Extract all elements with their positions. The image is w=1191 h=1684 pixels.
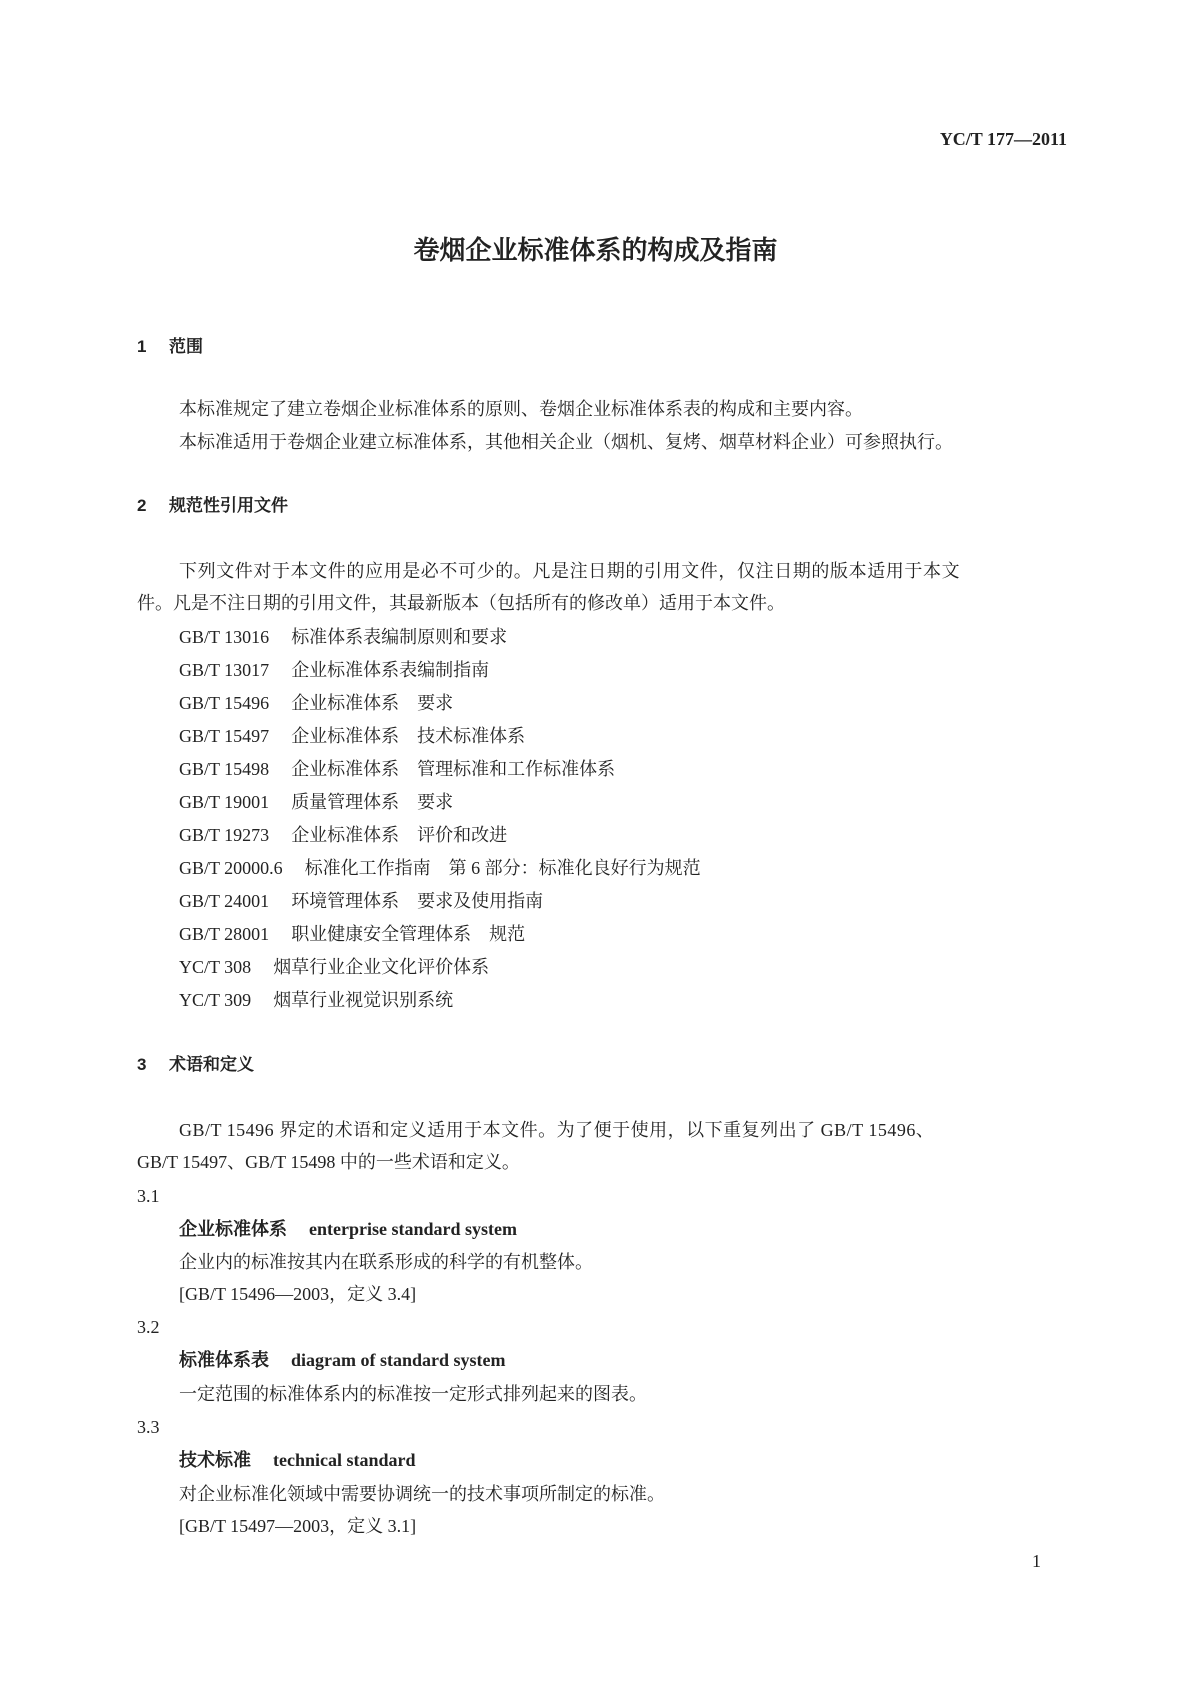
reference-item <box>179 923 525 945</box>
term-english: technical standard <box>273 1450 416 1470</box>
reference-code: GB/T 15498 <box>179 759 270 779</box>
term-number: 3.3 <box>137 1417 160 1437</box>
section-1-heading <box>137 336 203 358</box>
page-number: 1 <box>1032 1551 1041 1571</box>
paragraph-line: 本标准适用于卷烟企业建立标准体系，其他相关企业（烟机、复烤、烟草材料企业）可参照执行。 <box>179 432 953 452</box>
reference-title: 烟草行业企业文化评价体系 <box>273 957 490 977</box>
reference-title: 质量管理体系 要求 <box>291 792 454 812</box>
term-chinese: 企业标准体系 <box>179 1219 287 1239</box>
paragraph-line: GB/T 15497、GB/T 15498 中的一些术语和定义。 <box>137 1152 520 1172</box>
document-number: YC/T 177—2011 <box>939 129 1067 149</box>
reference-code: YC/T 308 <box>179 957 252 977</box>
term-number: 3.2 <box>137 1317 160 1337</box>
reference-title: 烟草行业视觉识别系统 <box>273 990 454 1010</box>
reference-item <box>179 857 701 879</box>
term-english: enterprise standard system <box>309 1219 517 1239</box>
term-definition: 对企业标准化领域中需要协调统一的技术事项所制定的标准。 <box>179 1484 665 1504</box>
reference-code: YC/T 309 <box>179 990 252 1010</box>
reference-title: 企业标准体系表编制指南 <box>291 660 490 680</box>
term-chinese: 技术标准 <box>179 1450 251 1470</box>
paragraph-line: GB/T 15496 界定的术语和定义适用于本文件。为了便于使用，以下重复列出了 GB/T 15496、 <box>179 1120 935 1140</box>
reference-item <box>179 758 615 780</box>
paragraph-line: 下列文件对于本文件的应用是必不可少的。凡是注日期的引用文件，仅注日期的版本适用于本文 <box>179 561 961 581</box>
term-heading <box>179 1218 517 1240</box>
section-title: 范围 <box>169 337 203 356</box>
reference-code: GB/T 19273 <box>179 825 270 845</box>
term-source: [GB/T 15497—2003，定义 3.1] <box>179 1516 417 1536</box>
reference-item <box>179 692 453 714</box>
term-heading <box>179 1449 416 1471</box>
reference-item <box>179 956 489 978</box>
reference-title: 标准化工作指南 第 6 部分：标准化良好行为规范 <box>304 858 701 878</box>
term-number: 3.1 <box>137 1186 160 1206</box>
reference-title: 标准体系表编制原则和要求 <box>291 627 508 647</box>
section-title: 术语和定义 <box>169 1055 254 1074</box>
reference-code: GB/T 15497 <box>179 726 270 746</box>
section-number: 1 <box>137 337 147 356</box>
reference-code: GB/T 24001 <box>179 891 270 911</box>
reference-code: GB/T 19001 <box>179 792 270 812</box>
section-3-heading <box>137 1054 254 1076</box>
reference-title: 企业标准体系 评价和改进 <box>291 825 508 845</box>
reference-code: GB/T 13017 <box>179 660 270 680</box>
reference-item <box>179 791 453 813</box>
reference-title: 环境管理体系 要求及使用指南 <box>291 891 544 911</box>
reference-title: 企业标准体系 技术标准体系 <box>291 726 526 746</box>
reference-code: GB/T 13016 <box>179 627 270 647</box>
reference-item <box>179 626 507 648</box>
page-title: 卷烟企业标准体系的构成及指南 <box>413 235 778 265</box>
term-english: diagram of standard system <box>291 1350 506 1370</box>
reference-item <box>179 824 507 846</box>
paragraph-line: 本标准规定了建立卷烟企业标准体系的原则、卷烟企业标准体系表的构成和主要内容。 <box>179 399 863 419</box>
reference-item <box>179 659 489 681</box>
reference-title: 职业健康安全管理体系 规范 <box>291 924 526 944</box>
term-definition: 企业内的标准按其内在联系形成的科学的有机整体。 <box>179 1252 593 1272</box>
term-chinese: 标准体系表 <box>179 1350 269 1370</box>
section-2-heading <box>137 495 288 517</box>
term-source: [GB/T 15496—2003，定义 3.4] <box>179 1284 417 1304</box>
reference-item <box>179 890 543 912</box>
reference-code: GB/T 28001 <box>179 924 270 944</box>
reference-code: GB/T 15496 <box>179 693 270 713</box>
reference-title: 企业标准体系 要求 <box>291 693 454 713</box>
section-number: 2 <box>137 496 147 515</box>
reference-item <box>179 989 453 1011</box>
term-definition: 一定范围的标准体系内的标准按一定形式排列起来的图表。 <box>179 1384 647 1404</box>
section-number: 3 <box>137 1055 147 1074</box>
section-title: 规范性引用文件 <box>169 496 288 515</box>
reference-title: 企业标准体系 管理标准和工作标准体系 <box>291 759 616 779</box>
term-heading <box>179 1349 506 1371</box>
paragraph-line: 件。凡是不注日期的引用文件，其最新版本（包括所有的修改单）适用于本文件。 <box>137 593 785 613</box>
reference-code: GB/T 20000.6 <box>179 858 283 878</box>
reference-item <box>179 725 525 747</box>
